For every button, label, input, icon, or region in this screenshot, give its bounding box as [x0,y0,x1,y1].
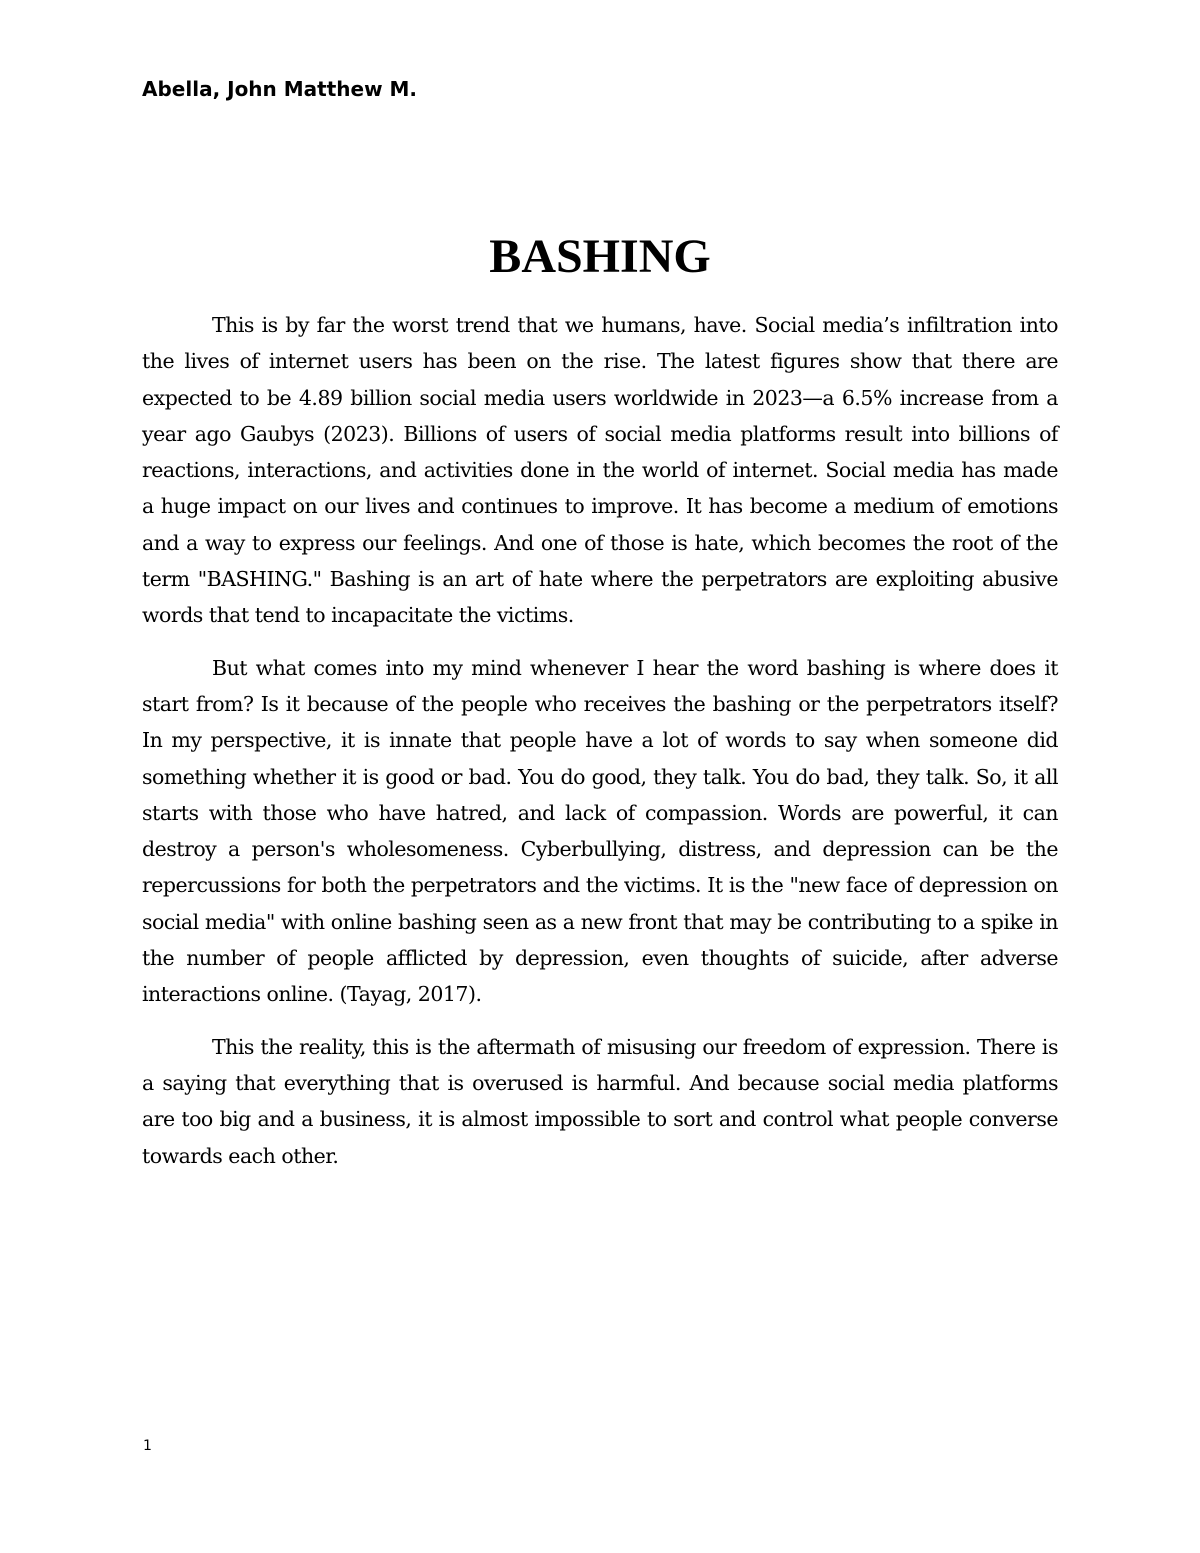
body-paragraph: This the reality, this is the aftermath of misusing our freedom of expression. There is a saying that everything that is overused is harmful. And because social media platforms are too big and a business, it is almost impossible to sort and control what people converse towards each other. [142,1034,1058,1168]
body-paragraph: But what comes into my mind whenever I hear the word bashing is where does it start from? Is it because of the people who receives the bashing or the perpetrators itself? In my perspective, it is innate that people have a lot of words to say when someone did something whether it is good or bad. You do good, they talk. You do bad, they talk. So, it all starts with those who have hatred, and lack of compassion. Words are powerful, it can destroy a person's wholesomeness. Cyberbullying, distress, and depression can be the repercussions for both the perpetrators and the victims. It is the "new face of depression on social media" with online bashing seen as a new front that may be contributing to a spike in the number of people afflicted by depression, even thoughts of suicide, after adverse interactions online. (Tayag, 2017). [142,655,1058,1007]
author-name: Abella, John Matthew M. [142,77,418,101]
document-title: BASHING [489,230,711,283]
page-number: 1 [143,1438,152,1454]
body-paragraph: This is by far the worst trend that we humans, have. Social media’s infiltration into the lives of internet users has been on the rise. The latest figures show that there are expected to be 4.89 billion social media users worldwide in 2023—a 6.5% increase from a year ago Gaubys (2023). Billions of users of social media platforms result into billions of reactions, interactions, and activities done in the world of internet. Social media has made a huge impact on our lives and continues to improve. It has become a medium of emotions and a way to express our feelings. And one of those is hate, which becomes the root of the term "BASHING." Bashing is an art of hate where the perpetrators are exploiting abusive words that tend to incapacitate the victims. [142,313,1058,628]
document-body [142,307,1058,1190]
